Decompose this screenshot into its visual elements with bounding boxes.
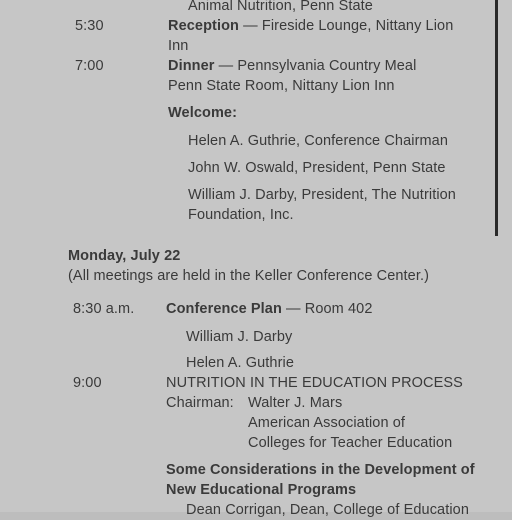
welcome-heading: Welcome: [168,105,238,121]
conference-plan-person: William J. Darby [186,329,293,345]
reception-label: Reception [168,18,239,34]
talk-title: Some Considerations in the Development of [166,462,475,478]
reception-entry [168,16,453,36]
welcome-speaker-cont: Foundation, Inc. [188,207,294,223]
welcome-speaker: John W. Oswald, President, Penn State [188,160,446,176]
previous-entry-continuation: Animal Nutrition, Penn State [188,0,373,14]
dinner-label: Dinner [168,58,215,74]
session-chair-org: American Association of [248,415,406,431]
dinner-entry [168,56,416,76]
dinner-time: 7:00 [75,58,104,74]
conference-plan-person: Helen A. Guthrie [186,355,294,371]
conference-plan-entry [166,299,372,319]
conference-plan-label: Conference Plan [166,301,282,317]
meetings-location-note: (All meetings are held in the Keller Conference Center.) [68,268,430,284]
page-border-right [495,0,498,236]
welcome-speaker: Helen A. Guthrie, Conference Chairman [188,133,448,149]
talk-speaker: Dean Corrigan, Dean, College of Education [186,502,469,518]
day-heading-monday: Monday, July 22 [68,248,181,264]
welcome-speaker: William J. Darby, President, The Nutrition [188,187,456,203]
talk-title-cont: New Educational Programs [166,482,357,498]
conference-plan-room: — Room 402 [281,301,373,317]
reception-location-cont: Inn [168,38,189,54]
reception-time: 5:30 [75,18,104,34]
conference-plan-time: 8:30 a.m. [73,301,135,317]
reception-location: — Fireside Lounge, Nittany Lion [239,18,454,34]
session-chair-org-cont: Colleges for Teacher Education [248,435,453,451]
session-chair-name: Walter J. Mars [248,395,343,411]
session-title: NUTRITION IN THE EDUCATION PROCESS [166,375,463,391]
session-time: 9:00 [73,375,102,391]
dinner-location: Penn State Room, Nittany Lion Inn [168,78,395,94]
dinner-description: — Pennsylvania Country Meal [214,58,417,74]
session-chair-label: Chairman: [166,395,234,411]
